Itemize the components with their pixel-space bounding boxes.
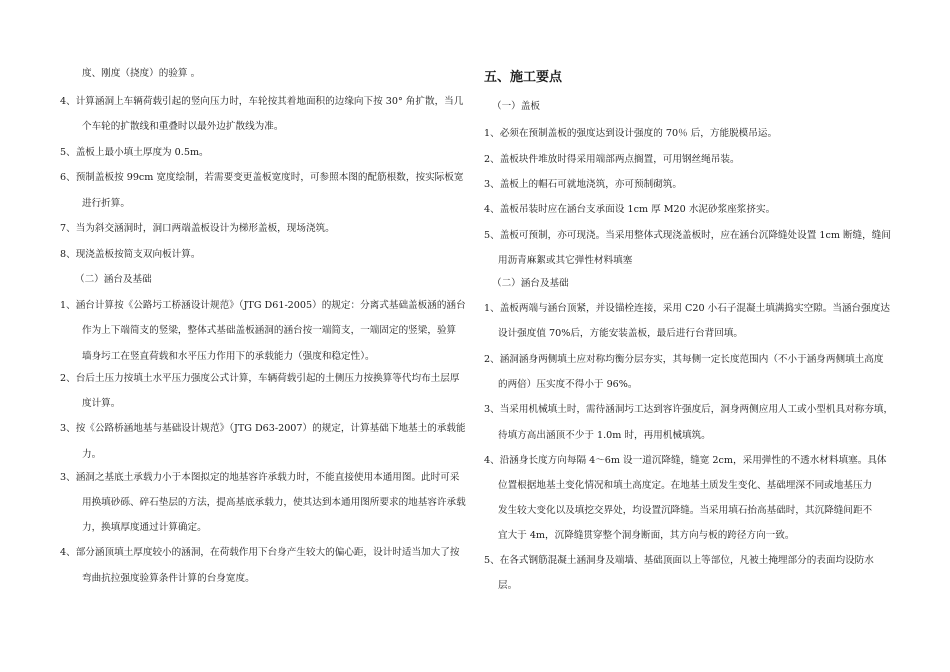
b5-line-1: 4、部分涵顶填土厚度较小的涵洞，在荷载作用下台身产生较大的偏心距，设计时适当加大了按	[60, 547, 460, 558]
construction-heading: 五、施工要点	[484, 70, 563, 85]
b4-line-1: 3、涵洞之基底土承载力小于本图拟定的地基容许承载力时，不能直接使用本通用图。此时可采	[60, 472, 460, 483]
d4-line-3: 发生较大变化以及填挖交界处，均设置沉降缝。当采用填石抬高基础时，其沉降缝间距不	[498, 505, 873, 516]
c2: 2、盖板块件堆放时得采用端部两点搁置，可用钢丝绳吊装。	[484, 154, 740, 165]
c5-line-2: 用沥青麻絮或其它弹性材料填塞	[498, 255, 633, 266]
d1-line-2: 设计强度值 70%后，方能安装盖板，最后进行台背回填。	[498, 328, 744, 339]
c1: 1、必须在预制盖板的强度达到设计强度的 70％ 后，方能脱模吊运。	[484, 128, 778, 139]
c3: 3、盖板上的帽石可就地浇筑，亦可预制砌筑。	[484, 179, 682, 190]
left-section-2-title: （二）涵台及基础	[75, 274, 152, 285]
b1-line-1: 1、涵台计算按《公路圬工桥涵设计规范》（JTG D61-2005）的规定：分离式基础盖板涵的涵台	[60, 300, 466, 311]
b2-line-2: 度计算。	[82, 398, 121, 409]
item-8: 8、现浇盖板按简支双向板计算。	[60, 249, 201, 260]
d3-line-1: 3、当采用机械填土时，需待涵洞圬工达到容许强度后，洞身两侧应用人工或小型机具对称夯填，	[484, 404, 894, 415]
item-7: 7、当为斜交涵洞时，洞口两端盖板设计为梯形盖板，现场浇筑。	[60, 223, 335, 234]
d5-line-1: 5、在各式钢筋混凝土涵洞身及端墙、基础顶面以上等部位，凡被土掩埋部分的表面均设防水	[484, 555, 874, 566]
d1-line-1: 1、盖板两端与涵台顶紧，并设锚栓连接，采用 C20 小石子混凝土填满捣实空隙。当涵台强度达	[484, 303, 890, 314]
left-line-0: 度、刚度（挠度）的验算 。	[82, 68, 201, 79]
c5-line-1: 5、盖板可预制，亦可现浇。当采用整体式现浇盖板时，应在涵台沉降缝处设置 1cm 断缝，缝间	[484, 230, 891, 241]
d2-line-2: 的两倍）压实度不得小于 96%。	[498, 379, 638, 390]
c4: 4、盖板吊装时应在涵台支承面设 1cm 厚 M20 水泥砂浆座浆挤实。	[484, 204, 776, 215]
b3-line-2: 力。	[82, 449, 102, 460]
item-4-line-2: 个车轮的扩散线和重叠时以最外边扩散线为准。	[82, 121, 284, 132]
b4-line-3: 力，换填厚度通过计算确定。	[82, 522, 207, 533]
b1-line-2: 作为上下端简支的竖梁，整体式基础盖板涵洞的涵台按一端简支，一端固定的竖梁，验算	[82, 325, 457, 336]
d4-line-2: 位置根据地基土变化情况和填土高度定。在地基土质发生变化、基础埋深不同或地基压力	[498, 480, 873, 491]
item-6-line-1: 6、预制盖板按 99cm 宽度绘制，若需要变更盖板宽度时，可参照本图的配筋根数，按实际板宽	[60, 172, 464, 183]
b3-line-1: 3、按《公路桥涵地基与基础设计规范》（JTG D63-2007）的规定，计算基础下地基土的承载能	[60, 423, 466, 434]
right-section-1-title: （一）盖板	[492, 101, 540, 112]
item-5: 5、盖板上最小填土厚度为 0.5m。	[60, 147, 209, 158]
right-section-2-title: （二）涵台及基础	[492, 278, 569, 289]
b2-line-1: 2、台后土压力按填土水平压力强度公式计算，车辆荷载引起的土侧压力按换算等代均布土层厚	[60, 373, 460, 384]
d3-line-2: 待填方高出涵顶不少于 1.0m 时，再用机械填筑。	[498, 430, 711, 441]
d5-line-2: 层。	[498, 580, 518, 591]
d4-line-4: 宜大于 4m，沉降缝贯穿整个洞身断面，其方向与板的跨径方向一致。	[498, 530, 795, 541]
d2-line-1: 2、涵洞涵身两侧填土应对称均衡分层夯实，其每侧一定长度范围内（不小于涵身两侧填土高度	[484, 354, 884, 365]
b4-line-2: 用换填砂砾、碎石垫层的方法，提高基底承载力，使其达到本通用图所要求的地基容许承载	[82, 497, 466, 508]
d4-line-1: 4、沿涵身长度方向每隔 4～6m 设一道沉降缝，缝宽 2cm，采用弹性的不透水材料填塞。具体	[484, 455, 887, 466]
b5-line-2: 弯曲抗拉强度验算条件计算的台身宽度。	[82, 573, 255, 584]
item-4-line-1: 4、计算涵洞上车辆荷载引起的竖向压力时，车轮按其着地面积的边缘向下按 30° 角扩散，当几	[60, 96, 464, 107]
b1-line-3: 墙身圬工在竖直荷载和水平压力作用下的承载能力（强度和稳定性）。	[82, 351, 375, 362]
item-6-line-2: 进行折算。	[82, 198, 130, 209]
